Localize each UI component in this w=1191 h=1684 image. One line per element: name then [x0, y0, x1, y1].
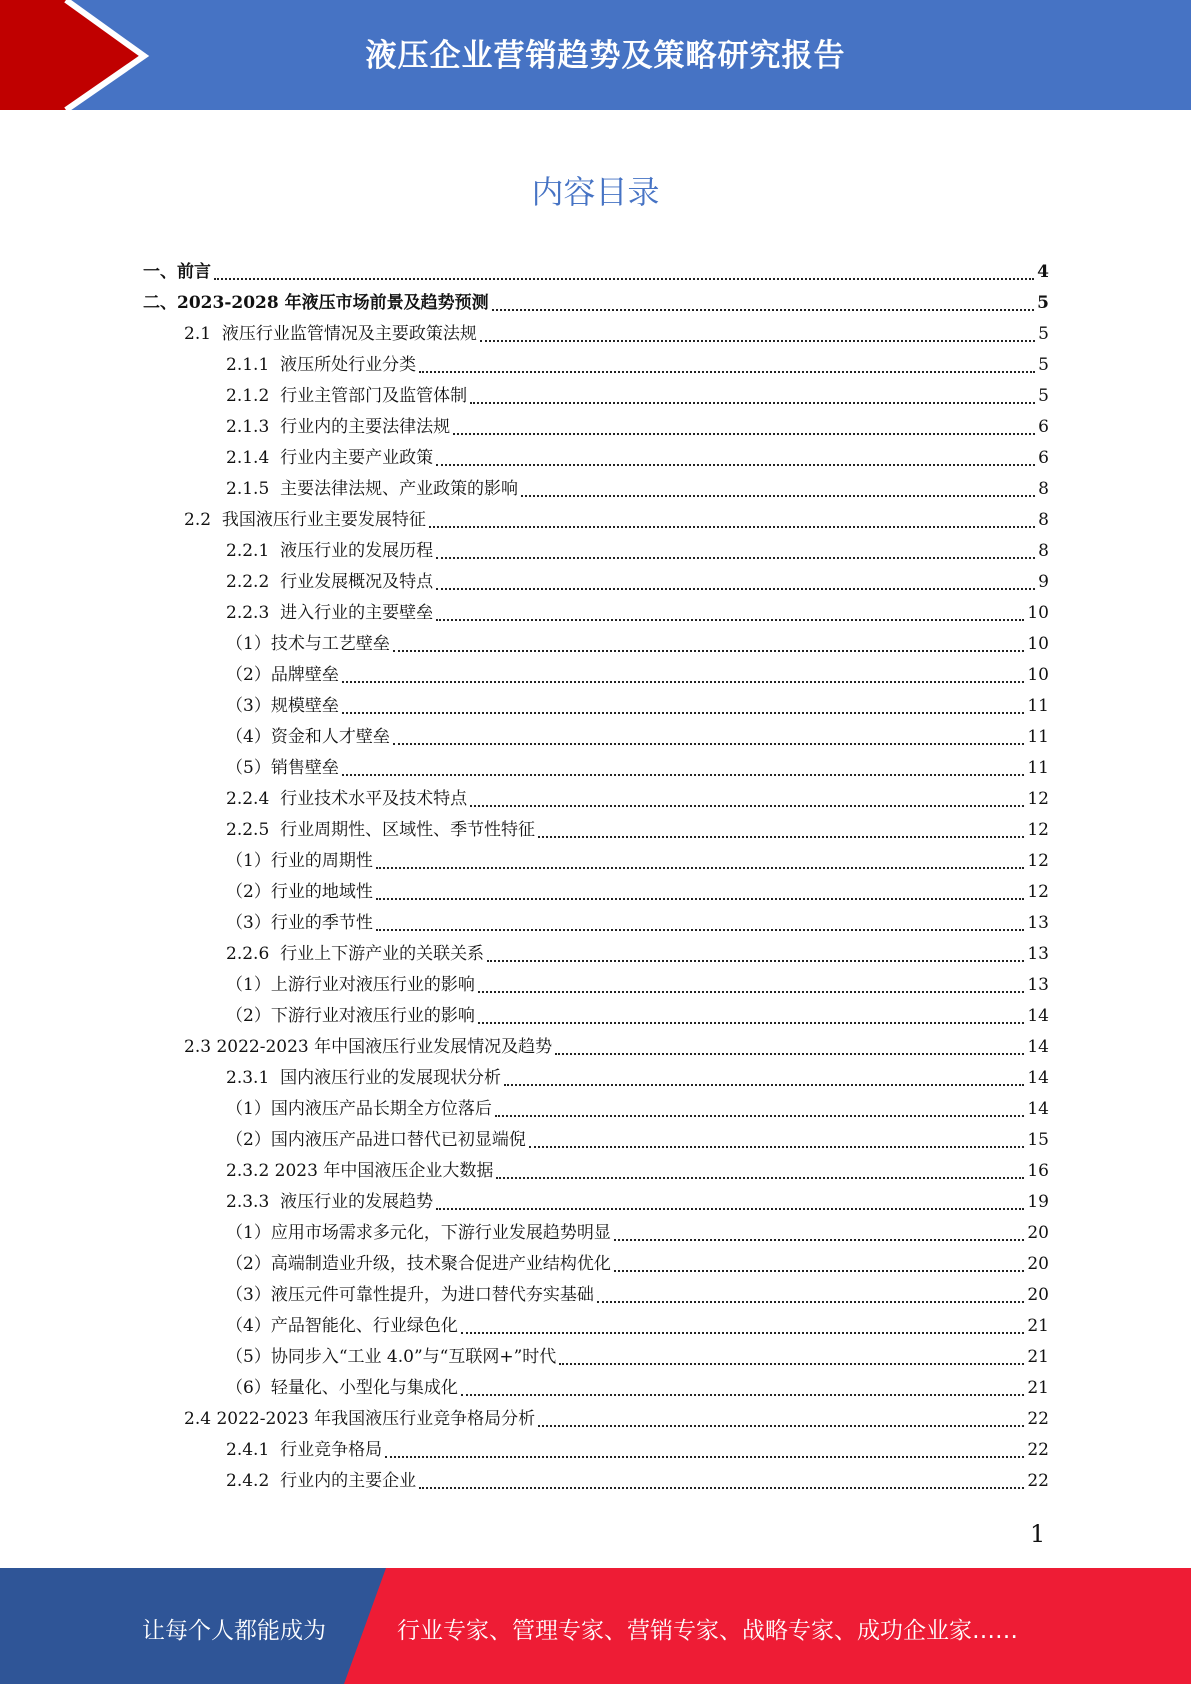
toc-entry-label: 2.2.6 行业上下游产业的关联关系: [226, 944, 485, 964]
footer-slogan-right: 行业专家、管理专家、营销专家、战略专家、成功企业家……: [397, 1618, 1018, 1644]
toc-entry-label: 2.1 液压行业监管情况及主要政策法规: [184, 324, 477, 344]
toc-entry[interactable]: [0, 1342, 1049, 1373]
toc-leader-dots: [436, 464, 1035, 466]
toc-entry-label: 2.2.2 行业发展概况及特点: [226, 572, 434, 592]
toc-entry-page: 5: [1038, 355, 1049, 375]
toc-entry-label: （2）国内液压产品进口替代已初显端倪: [226, 1130, 526, 1150]
toc-leader-dots: [614, 1270, 1025, 1272]
toc-entry[interactable]: [0, 1466, 1049, 1497]
toc-leader-dots: [461, 1394, 1025, 1396]
toc-entry-label: 2.2.1 液压行业的发展历程: [226, 541, 434, 561]
toc-leader-dots: [436, 557, 1035, 559]
toc-entry-page: 8: [1038, 541, 1049, 561]
toc-leader-dots: [453, 433, 1035, 435]
toc-entry-page: 12: [1027, 820, 1049, 840]
toc-entry-label: （4）资金和人才壁垒: [226, 727, 390, 747]
toc-entry-page: 12: [1027, 882, 1049, 902]
toc-entry-label: （1）行业的周期性: [226, 851, 373, 871]
toc-leader-dots: [538, 836, 1024, 838]
toc-entry-label: （3）行业的季节性: [226, 913, 373, 933]
toc-leader-dots: [214, 278, 1034, 280]
toc-leader-dots: [495, 1115, 1025, 1117]
toc-heading: 内容目录: [531, 173, 660, 211]
toc-leader-dots: [559, 1363, 1024, 1365]
toc-entry-page: 6: [1038, 417, 1049, 437]
toc-entry-label: （3）液压元件可靠性提升，为进口替代夯实基础: [226, 1285, 594, 1305]
toc-entry-label: 2.2.3 进入行业的主要壁垒: [226, 603, 434, 623]
toc-entry-page: 11: [1027, 758, 1049, 778]
toc-leader-dots: [529, 1146, 1025, 1148]
toc-leader-dots: [342, 774, 1025, 776]
toc-entry[interactable]: [0, 381, 1049, 412]
toc-entry-page: 9: [1038, 572, 1049, 592]
toc-entry-page: 10: [1027, 665, 1049, 685]
toc-entry[interactable]: [0, 1094, 1049, 1125]
toc-entry[interactable]: [0, 536, 1049, 567]
toc-entry-page: 13: [1027, 944, 1049, 964]
toc-entry[interactable]: [0, 288, 1049, 319]
toc-leader-dots: [521, 495, 1035, 497]
toc-entry-page: 19: [1027, 1192, 1049, 1212]
page-number: 1: [1030, 1520, 1046, 1548]
toc-entry[interactable]: [0, 1001, 1049, 1032]
toc-leader-dots: [429, 526, 1035, 528]
toc-entry-page: 15: [1027, 1130, 1049, 1150]
toc-entry[interactable]: [0, 1311, 1049, 1342]
toc-leader-dots: [385, 1456, 1024, 1458]
toc-leader-dots: [478, 991, 1025, 993]
toc-leader-dots: [436, 1208, 1024, 1210]
toc-entry[interactable]: [0, 784, 1049, 815]
toc-entry[interactable]: [0, 443, 1049, 474]
toc-entry[interactable]: [0, 1280, 1049, 1311]
toc-entry-page: 14: [1027, 1037, 1049, 1057]
toc-entry-label: （1）上游行业对液压行业的影响: [226, 975, 475, 995]
toc-entry-page: 14: [1027, 1006, 1049, 1026]
toc-entry-label: 2.3 2022-2023 年中国液压行业发展情况及趋势: [184, 1037, 553, 1057]
toc-entry-page: 11: [1027, 727, 1049, 747]
toc-entry-label: 2.1.3 行业内的主要法律法规: [226, 417, 451, 437]
toc-leader-dots: [487, 960, 1024, 962]
toc-leader-dots: [504, 1084, 1024, 1086]
toc-entry[interactable]: [0, 1249, 1049, 1280]
toc-entry-label: （4）产品智能化、行业绿色化: [226, 1316, 458, 1336]
toc-entry-page: 8: [1038, 479, 1049, 499]
toc-entry-label: （2）高端制造业升级，技术聚合促进产业结构优化: [226, 1254, 611, 1274]
toc-entry-page: 12: [1027, 789, 1049, 809]
toc-entry-label: 2.2.4 行业技术水平及技术特点: [226, 789, 468, 809]
toc-entry[interactable]: [0, 1156, 1049, 1187]
toc-entry-label: 2.1.4 行业内主要产业政策: [226, 448, 434, 468]
toc-leader-dots: [538, 1425, 1024, 1427]
toc-leader-dots: [376, 929, 1025, 931]
toc-entry-page: 8: [1038, 510, 1049, 530]
toc-entry-page: 5: [1038, 386, 1049, 406]
toc-entry[interactable]: [0, 1187, 1049, 1218]
footer-slogan-left: 让每个人都能成为: [142, 1618, 326, 1644]
toc-entry[interactable]: [0, 660, 1049, 691]
toc-leader-dots: [496, 1177, 1024, 1179]
toc-entry[interactable]: [0, 319, 1049, 350]
toc-entry[interactable]: [0, 1435, 1049, 1466]
toc-entry-page: 22: [1027, 1409, 1049, 1429]
toc-entry-page: 13: [1027, 913, 1049, 933]
toc-entry-page: 14: [1027, 1099, 1049, 1119]
toc-entry[interactable]: [0, 1063, 1049, 1094]
toc-entry-label: （2）下游行业对液压行业的影响: [226, 1006, 475, 1026]
toc-entry-label: （6）轻量化、小型化与集成化: [226, 1378, 458, 1398]
toc-entry-label: 2.3.2 2023 年中国液压企业大数据: [226, 1161, 494, 1181]
toc-entry-page: 21: [1027, 1378, 1049, 1398]
toc-entry-label: 2.3.1 国内液压行业的发展现状分析: [226, 1068, 502, 1088]
toc-entry-label: 2.1.5 主要法律法规、产业政策的影响: [226, 479, 519, 499]
toc-entry-label: （1）应用市场需求多元化，下游行业发展趋势明显: [226, 1223, 611, 1243]
toc-entry-label: （3）规模壁垒: [226, 696, 339, 716]
toc-leader-dots: [419, 1487, 1024, 1489]
toc-entry-page: 16: [1027, 1161, 1049, 1181]
toc-entry[interactable]: [0, 474, 1049, 505]
toc-entry[interactable]: [0, 598, 1049, 629]
toc-entry-label: 2.1.2 行业主管部门及监管体制: [226, 386, 468, 406]
toc-entry-label: 2.4.2 行业内的主要企业: [226, 1471, 417, 1491]
toc-entry-page: 22: [1027, 1471, 1049, 1491]
toc-leader-dots: [555, 1053, 1024, 1055]
toc-entry-page: 12: [1027, 851, 1049, 871]
toc-entry-label: （5）协同步入“工业 4.0”与“互联网+”时代: [226, 1347, 557, 1367]
toc-entry-label: 2.2 我国液压行业主要发展特征: [184, 510, 426, 530]
toc-leader-dots: [614, 1239, 1025, 1241]
toc-entry-label: （2）品牌壁垒: [226, 665, 339, 685]
toc-entry-page: 21: [1027, 1347, 1049, 1367]
toc-leader-dots: [461, 1332, 1025, 1334]
toc-entry[interactable]: [0, 412, 1049, 443]
toc-entry-label: （1）国内液压产品长期全方位落后: [226, 1099, 492, 1119]
toc-leader-dots: [376, 898, 1025, 900]
toc-entry-label: （1）技术与工艺壁垒: [226, 634, 390, 654]
toc-entry[interactable]: [0, 970, 1049, 1001]
toc-entry[interactable]: [0, 939, 1049, 970]
toc-leader-dots: [342, 681, 1025, 683]
toc-entry-page: 14: [1027, 1068, 1049, 1088]
toc-entry-page: 13: [1027, 975, 1049, 995]
toc-entry-page: 22: [1027, 1440, 1049, 1460]
toc-leader-dots: [597, 1301, 1025, 1303]
toc-entry-page: 20: [1027, 1223, 1049, 1243]
toc-entry-page: 5: [1038, 324, 1049, 344]
toc-entry-label: 2.1.1 液压所处行业分类: [226, 355, 417, 375]
report-title: 液压企业营销趋势及策略研究报告: [365, 38, 846, 74]
toc-leader-dots: [436, 588, 1035, 590]
toc-leader-dots: [470, 402, 1035, 404]
toc-entry-page: 5: [1037, 293, 1049, 313]
toc-entry[interactable]: [0, 908, 1049, 939]
toc-entry-page: 4: [1037, 262, 1049, 282]
toc-entry[interactable]: [0, 1373, 1049, 1404]
toc-entry[interactable]: [0, 1218, 1049, 1249]
toc-leader-dots: [470, 805, 1024, 807]
toc-entry[interactable]: [0, 753, 1049, 784]
toc-entry[interactable]: [0, 722, 1049, 753]
toc-entry[interactable]: [0, 257, 1049, 288]
toc-leader-dots: [419, 371, 1035, 373]
toc-entry-label: 一、前言: [143, 262, 211, 282]
toc-entry[interactable]: [0, 350, 1049, 381]
toc-entry[interactable]: [0, 1404, 1049, 1435]
toc-entry-label: 二、2023-2028 年液压市场前景及趋势预测: [143, 293, 489, 313]
toc-entry-page: 20: [1027, 1285, 1049, 1305]
toc-entry-page: 10: [1027, 634, 1049, 654]
toc-leader-dots: [342, 712, 1025, 714]
toc-entry[interactable]: [0, 567, 1049, 598]
toc-entry[interactable]: [0, 1125, 1049, 1156]
toc-entry-label: 2.2.5 行业周期性、区域性、季节性特征: [226, 820, 536, 840]
toc-entry-label: （5）销售壁垒: [226, 758, 339, 778]
toc-leader-dots: [492, 309, 1035, 311]
toc-entry[interactable]: [0, 505, 1049, 536]
toc-entry[interactable]: [0, 691, 1049, 722]
footer-banner: [0, 1568, 1191, 1684]
toc-entry-label: （2）行业的地域性: [226, 882, 373, 902]
toc-leader-dots: [480, 340, 1035, 342]
toc-entry-label: 2.4.1 行业竞争格局: [226, 1440, 383, 1460]
toc-entry[interactable]: [0, 1032, 1049, 1063]
toc-leader-dots: [393, 743, 1025, 745]
toc-entry-page: 21: [1027, 1316, 1049, 1336]
toc-entry-label: 2.4 2022-2023 年我国液压行业竞争格局分析: [184, 1409, 536, 1429]
toc-leader-dots: [478, 1022, 1025, 1024]
toc-entry[interactable]: [0, 877, 1049, 908]
table-of-contents: [0, 257, 1191, 1497]
toc-entry[interactable]: [0, 815, 1049, 846]
toc-entry[interactable]: [0, 846, 1049, 877]
toc-leader-dots: [393, 650, 1025, 652]
toc-entry-label: 2.3.3 液压行业的发展趋势: [226, 1192, 434, 1212]
toc-entry[interactable]: [0, 629, 1049, 660]
header-banner: [0, 0, 1191, 110]
toc-leader-dots: [436, 619, 1024, 621]
toc-leader-dots: [376, 867, 1025, 869]
toc-entry-page: 10: [1027, 603, 1049, 623]
toc-entry-page: 11: [1027, 696, 1049, 716]
toc-entry-page: 6: [1038, 448, 1049, 468]
toc-entry-page: 20: [1027, 1254, 1049, 1274]
